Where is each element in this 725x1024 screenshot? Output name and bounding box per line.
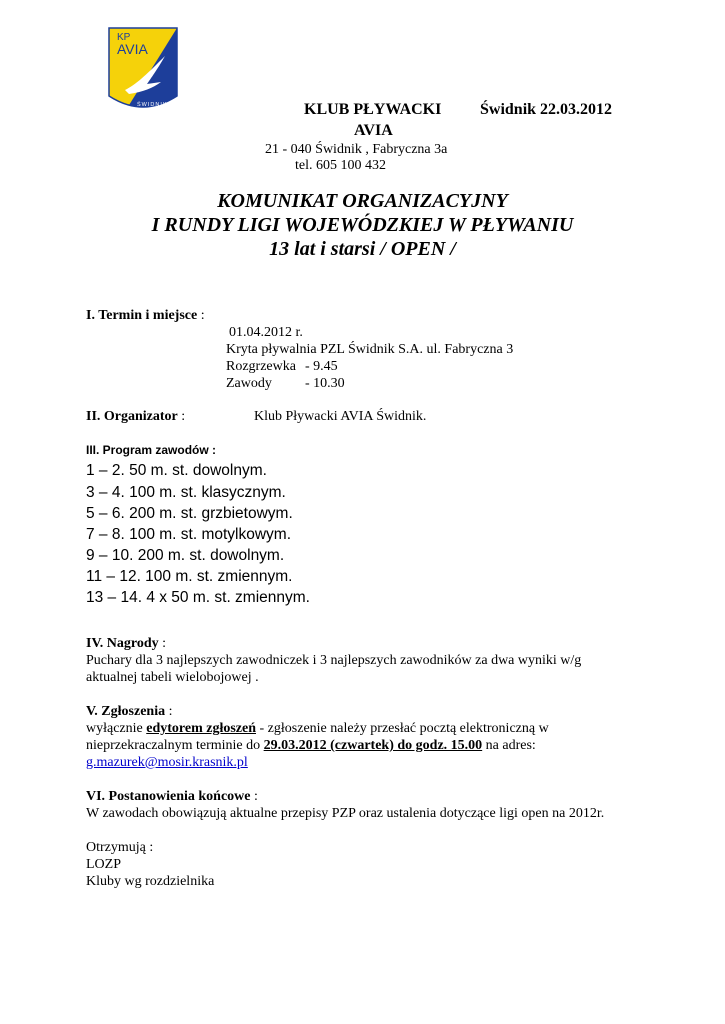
- section-6-heading: VI. Postanowienia końcowe :: [86, 789, 258, 804]
- entry-editor-text: edytorem zgłoszeń: [146, 721, 257, 736]
- awards-line1: Puchary dla 3 najlepszych zawodniczek i 3 najlepszych zawodników za dwa wyniki w/g: [86, 653, 582, 668]
- section-2-heading: II. Organizator :: [86, 409, 186, 424]
- warmup-label: Rozgrzewka: [226, 359, 296, 374]
- club-name-line2: AVIA: [354, 122, 393, 139]
- recipients-label: Otrzymują :: [86, 840, 154, 855]
- recipient-item: LOZP: [86, 857, 121, 872]
- recipient-item: Kluby wg rozdzielnika: [86, 874, 215, 889]
- entry-deadline: 29.03.2012 (czwartek) do godz. 15.00: [263, 738, 483, 753]
- program-item: 3 – 4. 100 m. st. klasycznym.: [86, 484, 286, 501]
- club-logo: [107, 26, 179, 117]
- warmup-time: - 9.45: [305, 359, 338, 374]
- document-date: Świdnik 22.03.2012: [480, 101, 613, 118]
- logo-name: AVIA: [117, 41, 148, 57]
- section-5-heading: V. Zgłoszenia :: [86, 704, 173, 719]
- program-item: 11 – 12. 100 m. st. zmiennym.: [86, 568, 293, 585]
- awards-line2: aktualnej tabeli wielobojowej .: [86, 670, 259, 685]
- program-item: 9 – 10. 200 m. st. dowolnym.: [86, 547, 285, 564]
- program-item: 1 – 2. 50 m. st. dowolnym.: [86, 462, 267, 479]
- program-item: 5 – 6. 200 m. st. grzbietowym.: [86, 505, 293, 522]
- title-line1: KOMUNIKAT ORGANIZACYJNY: [217, 190, 508, 212]
- entries-email-link[interactable]: g.mazurek@mosir.krasnik.pl: [86, 755, 248, 770]
- entries-line2: nieprzekraczalnym terminie do 29.03.2012 (czwartek) do godz. 15.00 na adres:: [86, 738, 536, 753]
- club-address: 21 - 040 Świdnik , Fabryczna 3a: [265, 142, 448, 157]
- program-item: 7 – 8. 100 m. st. motylkowym.: [86, 526, 292, 543]
- program-item: 13 – 14. 4 x 50 m. st. zmiennym.: [86, 589, 310, 606]
- section-1-heading: I. Termin i miejsce :: [86, 308, 205, 323]
- event-date: 01.04.2012 r.: [229, 325, 303, 340]
- organizer-name: Klub Pływacki AVIA Świdnik.: [254, 409, 427, 424]
- club-phone: tel. 605 100 432: [295, 158, 386, 173]
- title-line2: I RUNDY LIGI WOJEWÓDZKIEJ W PŁYWANIU: [151, 214, 574, 236]
- final-provisions-text: W zawodach obowiązują aktualne przepisy PZP oraz ustalenia dotyczące ligi open na 2012r.: [86, 806, 605, 821]
- race-time: - 10.30: [305, 376, 345, 391]
- entries-line1: wyłącznie edytorem zgłoszeń - zgłoszenie należy przesłać pocztą elektroniczną w: [86, 721, 549, 736]
- race-label: Zawody: [226, 376, 272, 391]
- section-4-heading: IV. Nagrody :: [86, 636, 167, 651]
- title-line3: 13 lat i starsi / OPEN /: [269, 238, 456, 260]
- event-place: Kryta pływalnia PZL Świdnik S.A. ul. Fabryczna 3: [226, 342, 514, 357]
- logo-kp: KP: [117, 32, 131, 43]
- section-3-heading: III. Program zawodów :: [86, 443, 217, 457]
- club-name-line1: KLUB PŁYWACKI: [304, 101, 442, 118]
- avia-logo-icon: [107, 26, 179, 117]
- logo-city: ŚWIDNIK: [137, 102, 168, 108]
